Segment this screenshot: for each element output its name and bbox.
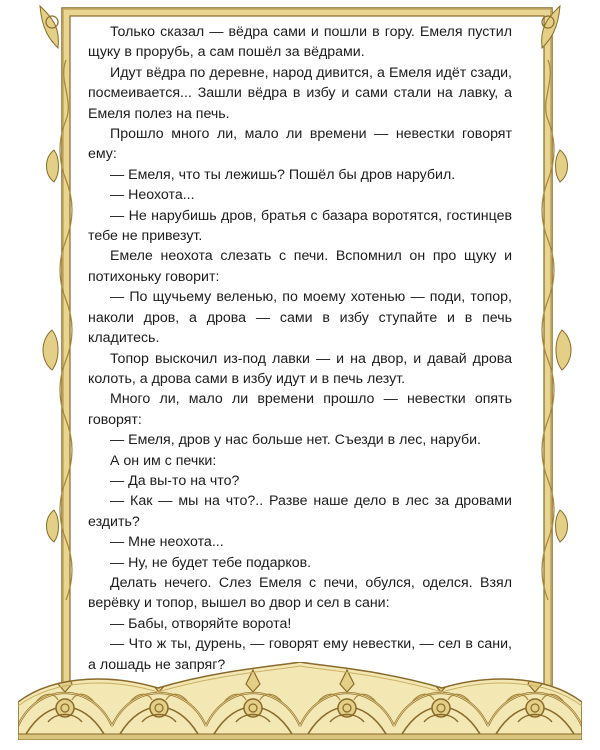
paragraph: — Ну, не будет тебе подарков. (110, 554, 312, 571)
paragraph: — Бабы, отворяйте ворота! (110, 615, 292, 632)
paragraph: — Да вы-то на что? (110, 472, 240, 489)
paragraph: — Мне неохота... (110, 534, 224, 551)
paragraph: Делать нечего. Слез Емеля с печи, обулся, оделся. Взял верёвку и топор, вышел во двор и сел в сани: (88, 574, 512, 612)
paragraph: Прошло много ли, мало ли времени — невестки говорят ему: (88, 126, 512, 163)
paragraph: — По щучьему веленью, по моему хотенью — поди, топор, наколи дров, а дрова — сами в избу ступайте и в печь кладитесь. (88, 289, 512, 347)
paragraph: — Емеля, что ты лежишь? Пошёл бы дров нарубил. (110, 166, 456, 183)
paragraph: — Не нарубишь дров, братья с базара воротятся, гостинцев тебе не привезут. (88, 207, 512, 245)
paragraph: — Неохота... (110, 187, 195, 204)
paragraph: Идут вёдра по деревне, народ дивится, а Емеля идёт сзади, посмеивается... Зашли вёдра в избу и сами стали на лавку, а Емеля полез на печь. (88, 64, 512, 122)
knotwork-border-icon (18, 662, 582, 740)
paragraph: Емеле неохота слезать с печи. Вспомнил он про щуку и потихоньку говорит: (88, 248, 512, 285)
paragraph: Только сказал — вёдра сами и пошли в гору. Емеля пустил щуку в прорубь, а сам пошёл за вёдрами. (88, 24, 512, 61)
paragraph: А он им с печки: (110, 452, 217, 469)
story-text (88, 22, 512, 675)
paragraph: — Емеля, дров у нас больше нет. Съезди в лес, наруби. (110, 432, 481, 449)
paragraph: — Как — мы на что?.. Разве наше дело в лес за дровами ездить? (88, 493, 512, 530)
paragraph: Много ли, мало ли времени прошло — невестки опять говорят: (88, 391, 512, 428)
paragraph: Топор выскочил из-под лавки — и на двор, и давай дрова колоть, а дрова сами в избу идут и в печь лезут. (88, 350, 512, 387)
paragraph: — Что ж ты, дурень, — говорят ему невестки, — сел в сани, а лошадь не запряг? (88, 636, 512, 673)
